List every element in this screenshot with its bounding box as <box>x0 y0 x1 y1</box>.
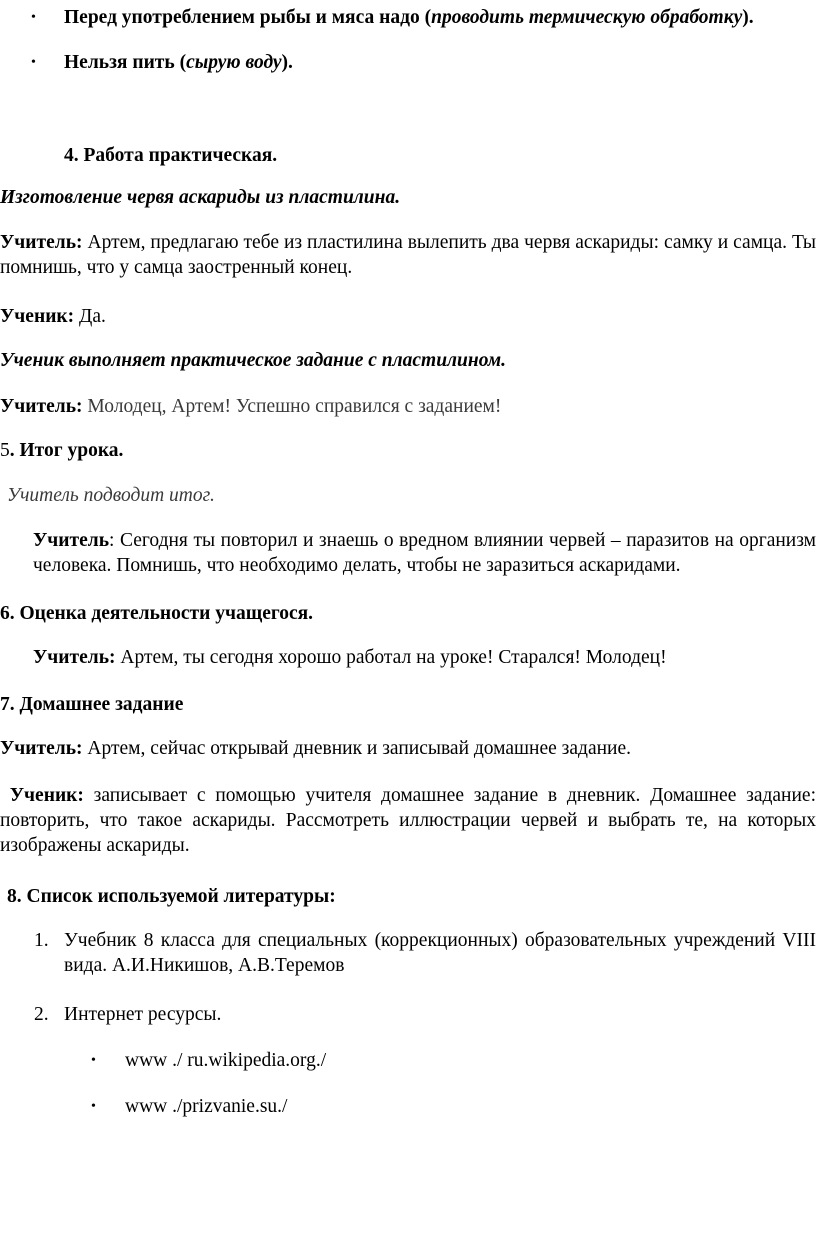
section-5-heading <box>0 438 816 463</box>
dialog-student-1 <box>0 304 816 329</box>
dialog-text: записывает с помощью учителя домашнее задание в дневник. Домашнее задание: повторить, что такое аскариды. Рассмотреть иллюстрации червей и выбрать те, на которых изображены аскариды. <box>0 785 816 856</box>
speaker-label: Учитель: <box>0 396 83 417</box>
practical-action: Ученик выполняет практическое задание с пластилином. <box>0 350 506 371</box>
intro-bullet-2 <box>0 50 816 75</box>
section-4-heading: 4. Работа практическая. <box>64 145 278 166</box>
dialog-teacher-1 <box>0 230 816 281</box>
speaker-label: Учитель: <box>33 647 116 668</box>
dialog-teacher-homework <box>0 736 816 761</box>
bullet-icon: • <box>91 1099 96 1114</box>
section-5-number: 5 <box>0 440 10 461</box>
dialog-text: Да. <box>74 306 106 327</box>
bullet-icon: • <box>31 10 36 25</box>
speaker-label: Учитель <box>33 530 110 551</box>
summary-note: Учитель подводит итог. <box>7 485 215 506</box>
reference-item-2 <box>0 1002 816 1027</box>
intro-bullet-post: ). <box>281 52 293 73</box>
intro-bullet-pre: Нельзя пить ( <box>64 52 187 73</box>
link-text[interactable]: www ./ ru.wikipedia.org./ <box>125 1050 327 1071</box>
reference-item-1 <box>0 928 816 979</box>
task-title: Изготовление червя аскариды из пластилина. <box>0 187 401 208</box>
bullet-icon: • <box>91 1053 96 1068</box>
intro-bullet-text <box>64 5 816 30</box>
dialog-student-homework <box>0 784 816 859</box>
section-5-title: . Итог урока. <box>9 440 124 461</box>
reference-number: 1. <box>34 930 49 951</box>
dialog-teacher-2 <box>0 394 816 419</box>
reference-text: Учебник 8 класса для специальных (коррекционных) образовательных учреждений VIII вида. А.И.Никишов, А.В.Теремов <box>64 930 816 977</box>
dialog-text: Артем, ты сегодня хорошо работал на уроке! Старался! Молодец! <box>115 647 667 668</box>
section-8-heading: 8. Список используемой литературы: <box>7 886 336 907</box>
intro-bullet-emphasis: проводить термическую обработку <box>431 7 743 28</box>
intro-bullet-pre: Перед употреблением рыбы и мяса надо ( <box>64 7 432 28</box>
dialog-text: Артем, предлагаю тебе из пластилина вылепить два червя аскариды: самку и самца. Ты помнишь, что у самца заостренный конец. <box>0 232 816 279</box>
reference-text: Интернет ресурсы. <box>64 1004 222 1025</box>
link-text[interactable]: www ./prizvanie.su./ <box>125 1096 288 1117</box>
dialog-text: : Сегодня ты повторил и знаешь о вредном влиянии червей – паразитов на организм человека. Помнишь, что необходимо делать, чтобы не заразиться аскаридами. <box>33 530 816 577</box>
dialog-text: Молодец, Артем! Успешно справился с заданием! <box>82 396 502 417</box>
dialog-text: Артем, сейчас открывай дневник и записывай домашнее задание. <box>82 738 632 759</box>
section-7-heading: 7. Домашнее задание <box>0 694 184 715</box>
reference-number: 2. <box>34 1004 49 1025</box>
intro-bullet-post: ). <box>742 7 754 28</box>
intro-bullet-emphasis: сырую воду <box>186 52 282 73</box>
speaker-label: Учитель: <box>0 738 83 759</box>
dialog-teacher-summary <box>33 528 816 579</box>
speaker-label: Учитель: <box>0 232 83 253</box>
bullet-icon: • <box>31 55 36 70</box>
section-6-heading: 6. Оценка деятельности учащегося. <box>0 603 314 624</box>
dialog-teacher-assessment <box>33 645 816 670</box>
speaker-label: Ученик: <box>0 306 75 327</box>
intro-bullet-text <box>64 50 816 75</box>
speaker-label: Ученик: <box>9 785 84 806</box>
intro-bullet-1 <box>0 5 816 30</box>
